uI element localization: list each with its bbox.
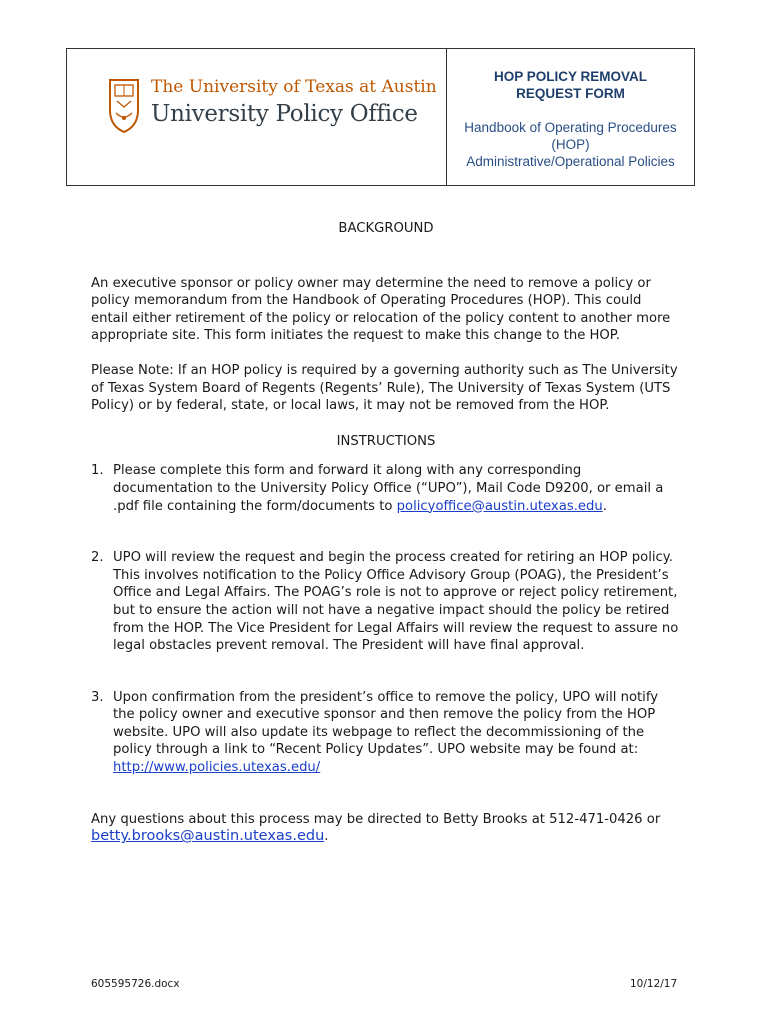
logo-area [67,49,447,185]
list-item-number: 3. [91,689,104,705]
list-item-text: UPO will review the request and begin the process created for retiring an HOP policy. This involves notification to the Policy Office Advisory Group (POAG), the President’s Office and Legal Affairs. The POAG’s role is not to approve or reject policy retirement, but to ensure the action will not have a negative impact should the policy be retired from the HOP. The Vice President for Legal Affairs will review the request to assure no legal obstacles prevent removal. The President will have final approval. [113,550,679,654]
list-item [91,689,681,777]
list-item-number: 1. [91,463,104,479]
form-title-line2: REQUEST FORM [516,86,625,101]
form-subtitle-line2: (HOP) [551,137,590,152]
list-item-text: Upon confirmation from the president’s office to remove the policy, UPO will notify the policy owner and executive sponsor and then remove the policy from the HOP website. UPO will also update its webpage to reflect the decommissioning of the policy through a link to “Recent Policy Updates”. UPO website may be found at: [113,689,659,758]
background-paragraph: An executive sponsor or policy owner may determine the need to remove a policy or policy memorandum from the Handbook of Operating Procedures (HOP). This could entail either retirement of the policy or relocation of the policy content to another more appropriate site. This form initiates the request to make this change to the HOP. [91,275,671,344]
contact-paragraph [91,811,681,846]
form-title-area [447,49,694,185]
list-item-text: Please complete this form and forward it along with any corresponding documentation to the University Policy Office (“UPO”), Mail Code D9200, or email a .pdf file containing the form/documents to [113,463,664,514]
form-subtitle-line1: Handbook of Operating Procedures [464,120,677,135]
form-title [447,68,694,102]
footer-date: 10/12/17 [630,978,678,990]
ut-seal-icon [107,78,141,134]
form-title-line1: HOP POLICY REMOVAL [493,69,648,84]
contact-email-link[interactable]: betty.brooks@austin.utexas.edu [91,828,325,845]
policy-office-email-link[interactable]: policyoffice@austin.utexas.edu [396,498,603,514]
please-note-paragraph: Please Note: If an HOP policy is required by a governing authority such as The University of Texas System Board of Regents (Regents’ Rule), The University of Texas System (UTS Policy) or by federal, state, or local laws, it may not be removed from the HOP. [91,362,678,414]
upo-website-link[interactable]: http://www.policies.utexas.edu/ [113,760,321,776]
list-item [91,462,681,515]
list-item [91,549,681,655]
document-header [66,48,695,186]
logo-office-name: University Policy Office [151,101,418,127]
contact-text: Any questions about this process may be directed to Betty Brooks at 512-471-0426 or [91,811,661,827]
form-subtitle-line3: Administrative/Operational Policies [466,154,675,169]
list-item-tail: . [602,498,607,514]
document-body [91,220,681,846]
contact-tail: . [324,829,329,845]
form-subtitle [447,119,694,170]
background-heading: BACKGROUND [338,221,434,236]
list-item-number: 2. [91,550,104,566]
instructions-list [91,462,681,776]
footer-filename: 605595726.docx [91,978,180,990]
instructions-heading: INSTRUCTIONS [336,433,436,449]
logo-university-name: The University of Texas at Austin [151,77,437,97]
